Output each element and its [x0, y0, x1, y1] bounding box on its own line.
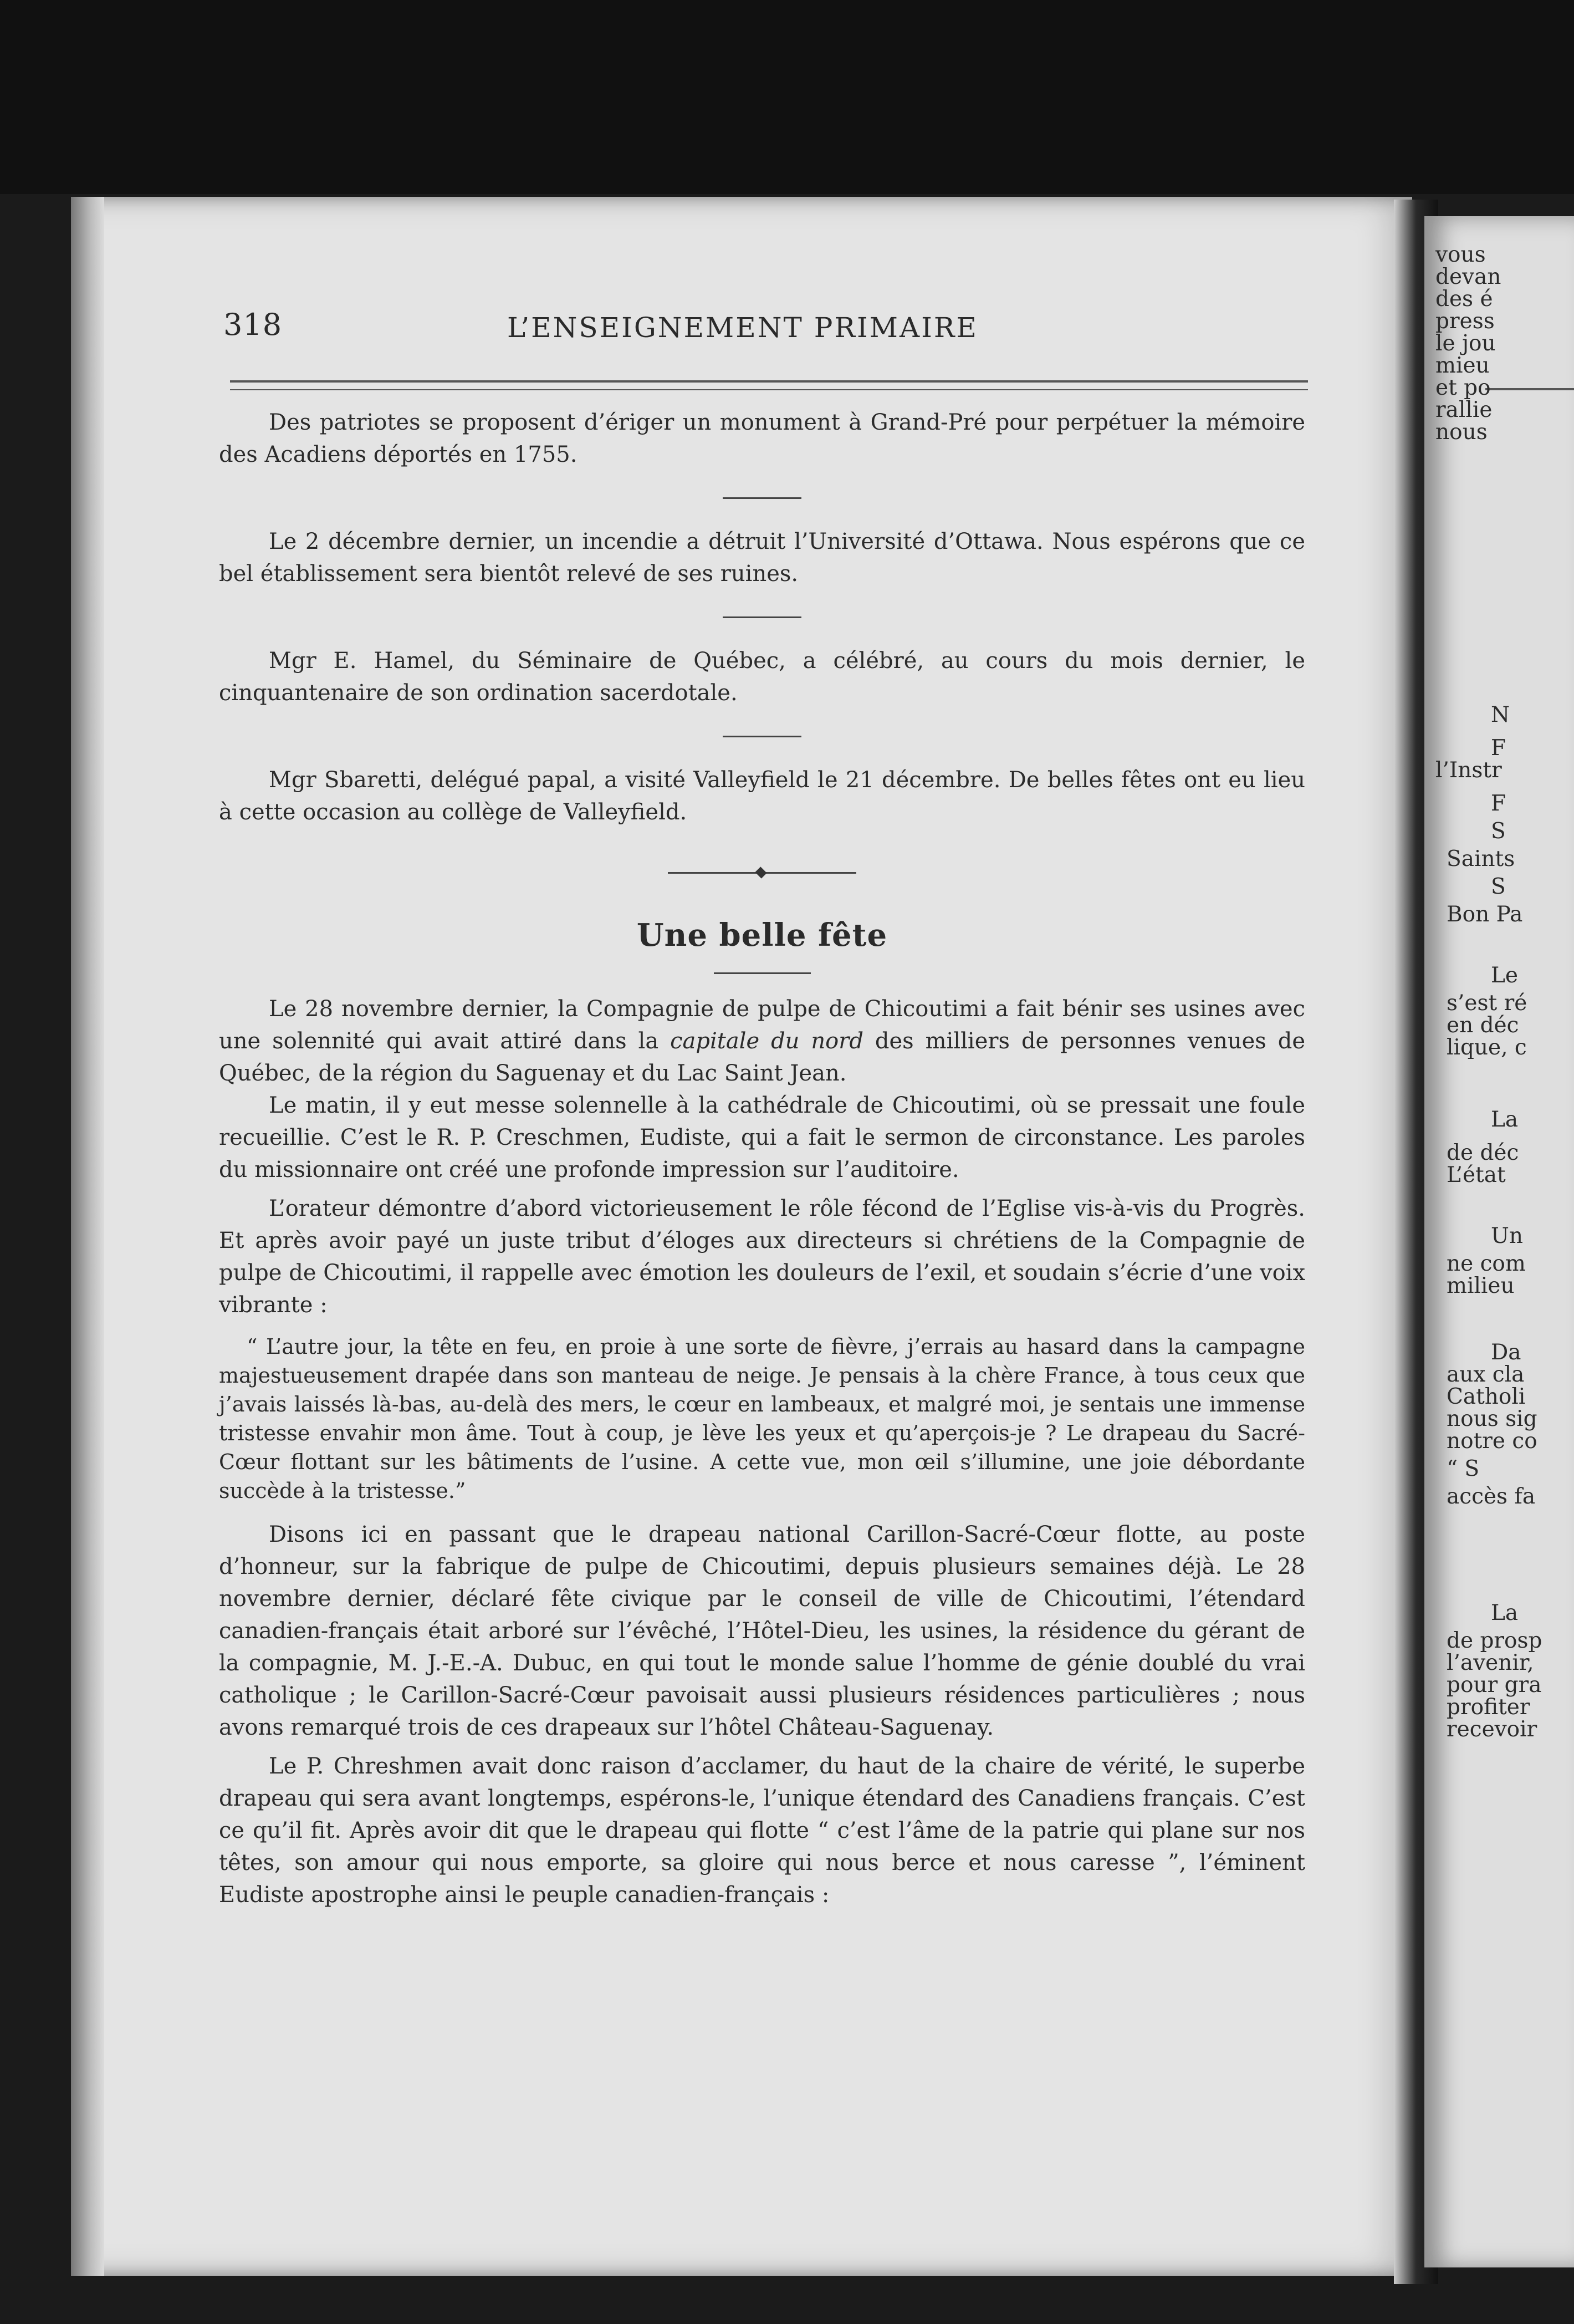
page-edge	[71, 197, 104, 2276]
separator-rule	[723, 736, 801, 737]
notice-sbaretti: Mgr Sbaretti, delégué papal, a visité Valleyfield le 21 décembre. De belles fêtes ont eu lieu à cette occasion au collège de Valleyfield.	[219, 767, 1305, 825]
italic-phrase: capitale du nord	[670, 1028, 863, 1054]
right-page-text-fragment: S	[1491, 874, 1506, 899]
article-paragraph-4: Disons ici en passant que le drapeau national Carillon-Sacré-Cœur flotte, au poste d’honneur, sur la fabrique de pulpe de Chicoutimi, depuis plusieurs semaines déjà. Le 28 novembre dernier, déclaré fête civique par le conseil de ville de Chicoutimi, l’étendard canadien-français était arboré sur l’évêché, l’Hôtel-Dieu, les usines, la résidence du gérant de la compagnie, M. J.-E.-A. Dubuc, en qui tout le monde salue l’homme de génie doublé du vrai catholique ; le Carillon-Sacré-Cœur pavoisait aussi plusieurs résidences particulières ; nous avons remarqué trois de ces drapeaux sur l’hôtel Château-Saguenay.	[219, 1522, 1305, 1740]
scan-background	[0, 0, 1574, 194]
article-paragraph-3: L’orateur démontre d’abord victorieusement le rôle fécond de l’Eglise vis-à-vis du Progrès. Et après avoir payé un juste tribut d’éloges aux directeurs si chrétiens de la Compagnie de pulpe de Chicoutimi, il rappelle avec émotion les douleurs de l’exil, et soudain s’écrie d’une voix vibrante :	[219, 1196, 1305, 1318]
page-content	[219, 304, 1305, 1911]
right-page-text-fragment: “ S	[1447, 1456, 1480, 1481]
right-page-text-fragment: Da	[1491, 1340, 1521, 1365]
right-page-text-fragment: l’Instr	[1435, 758, 1502, 783]
right-page-text-fragment: aux cla	[1447, 1362, 1525, 1387]
right-page-text-fragment: de prosp	[1447, 1628, 1542, 1653]
header-double-rule	[230, 380, 1308, 390]
right-page-text-fragment: le jou	[1435, 331, 1496, 356]
notice-hamel: Mgr E. Hamel, du Séminaire de Québec, a célébré, au cours du mois dernier, le cinquantenaire de son ordination sacerdotale.	[219, 648, 1305, 706]
right-page-text-fragment: Le	[1491, 963, 1518, 988]
right-page-text-fragment: S	[1491, 819, 1506, 844]
running-title: L’ENSEIGNEMENT PRIMAIRE	[507, 312, 978, 344]
right-page-text-fragment: s’est ré	[1447, 991, 1527, 1016]
separator-rule	[723, 616, 801, 618]
right-page-text-fragment: en déc	[1447, 1013, 1519, 1038]
right-page-text-fragment: devan	[1435, 264, 1501, 289]
separator-rule	[723, 497, 801, 499]
right-page-text-fragment: La	[1491, 1601, 1519, 1625]
article-paragraph-2: Le matin, il y eut messe solennelle à la cathédrale de Chicoutimi, où se pressait une foule recueillie. C’est le R. P. Creschmen, Eudiste, qui a fait le sermon de circonstance. Les paroles du missionnaire ont créé une profonde impression sur l’auditoire.	[219, 1093, 1305, 1183]
right-page-text-fragment: Saints	[1447, 847, 1515, 872]
right-page-text-fragment: et po	[1435, 375, 1491, 400]
right-page-text-fragment: F	[1491, 736, 1506, 761]
sermon-quote: “ L’autre jour, la tête en feu, en proie à une sorte de fièvre, j’errais au hasard dans la campagne majestueusement drapée dans son manteau de neige. Je pensais à la chère France, à tous ceux que j’avais laissés là-bas, au-delà des mers, le cœur en lambeaux, et malgré moi, je sentais une immense tristesse envahir mon âme. Tout à coup, je lève les yeux et qu’aperçois-je ? Le drapeau du Sacré-Cœur flottant sur les bâtiments de l’usine. A cette vue, mon œil s’illumine, une joie débordante succède à la tristesse.”	[219, 1334, 1305, 1503]
right-page-text-fragment: Bon Pa	[1447, 902, 1523, 927]
right-page-text-fragment: La	[1491, 1107, 1519, 1132]
right-page-text-fragment: Un	[1491, 1224, 1523, 1248]
right-page-text-fragment: mieu	[1435, 353, 1490, 378]
right-page-header-rule	[1485, 388, 1574, 390]
right-page-text-fragment: nous	[1435, 420, 1488, 445]
notice-grand-pre: Des patriotes se proposent d’ériger un monument à Grand-Pré pour perpétuer la mémoire des Acadiens déportés en 1755.	[219, 410, 1305, 467]
right-page-text-fragment: profiter	[1447, 1695, 1530, 1720]
notice-ottawa-fire: Le 2 décembre dernier, un incendie a détruit l’Université d’Ottawa. Nous espérons que ce bel établissement sera bientôt relevé de ses ruines.	[219, 529, 1305, 587]
right-page-text-fragment: recevoir	[1447, 1717, 1537, 1742]
right-page-text-fragment: rallie	[1435, 397, 1493, 422]
right-page-text-fragment: des é	[1435, 287, 1493, 312]
right-page-text-fragment: milieu	[1447, 1273, 1515, 1298]
right-page-text-fragment: L’état	[1447, 1163, 1506, 1188]
page-number: 318	[223, 307, 283, 342]
article-title: Une belle fête	[636, 917, 888, 954]
title-underline	[714, 972, 811, 974]
right-page-text-fragment: pour gra	[1447, 1673, 1542, 1698]
right-page-text-fragment: F	[1491, 791, 1506, 816]
right-page-text-fragment: l’avenir,	[1447, 1650, 1534, 1675]
section-ornament	[668, 867, 856, 878]
article-paragraph-5: Le P. Chreshmen avait donc raison d’acclamer, du haut de la chaire de vérité, le superbe drapeau qui sera avant longtemps, espérons-le, l’unique étendard des Canadiens français. C’est ce qu’il fit. Après avoir dit que le drapeau qui flotte “ c’est l’âme de la patrie qui plane sur nos têtes, son amour qui nous emporte, sa gloire qui nous berce et nous caresse ”, l’éminent Eudiste apostrophe ainsi le peuple canadien-français :	[219, 1754, 1305, 1908]
right-page-text-fragment: notre co	[1447, 1429, 1537, 1454]
right-page-text-fragment: lique, c	[1447, 1035, 1527, 1060]
right-page-text-fragment: Catholi	[1447, 1384, 1526, 1409]
right-page-text-fragment: vous	[1435, 242, 1486, 267]
right-page-text-fragment: nous sig	[1447, 1406, 1537, 1431]
page-header	[219, 304, 1305, 354]
right-page-text-fragment: de déc	[1447, 1140, 1519, 1165]
right-page-text-fragment: press	[1435, 309, 1495, 334]
article-paragraph-1: Le 28 novembre dernier, la Compagnie de pulpe de Chicoutimi a fait bénir ses usines avec une solennité qui avait attiré dans la capitale du nord des milliers de personnes venues de Québec, de la région du Saguenay et du Lac Saint Jean.	[219, 996, 1305, 1086]
right-page-text-fragment: N	[1491, 702, 1510, 727]
right-page-text-fragment: ne com	[1447, 1251, 1526, 1276]
right-page-fragment	[1424, 216, 1574, 2267]
right-page-text-fragment: accès fa	[1447, 1484, 1536, 1509]
